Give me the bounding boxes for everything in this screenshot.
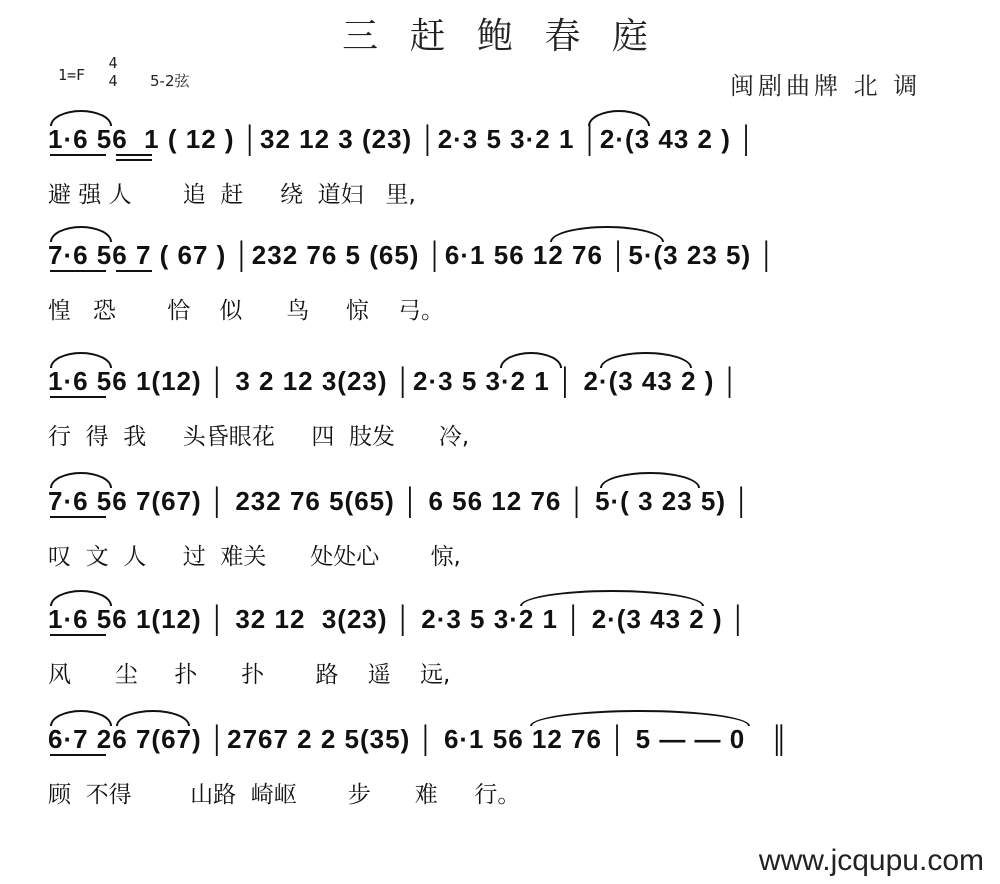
slur-mark bbox=[500, 352, 562, 368]
slur-mark bbox=[50, 472, 112, 488]
lyrics-line: 顾 不得 山路 崎岖 步 难 行。 bbox=[48, 782, 521, 808]
lyrics-line: 惶 恐 恰 似 鸟 惊 弓。 bbox=[48, 298, 445, 324]
slur-mark bbox=[520, 590, 704, 606]
notation-line: 1·6 56 1 ( 12 ) │32 12 3 (23) │2·3 5 3·2 1 │2·(3 43 2 ) │ bbox=[48, 124, 757, 154]
beam-line bbox=[50, 634, 106, 636]
string-tuning: 5-2弦 bbox=[150, 72, 190, 90]
notation-line: 6·7 26 7(67) │2767 2 2 5(35) │ 6·1 56 12 76 │ 5 — — 0 ║ bbox=[48, 724, 790, 754]
beam-line bbox=[116, 154, 152, 156]
notation-line: 7·6 56 7 ( 67 ) │232 76 5 (65) │6·1 56 12 76 │5·(3 23 5) │ bbox=[48, 240, 777, 270]
slur-mark bbox=[530, 710, 750, 726]
time-numerator: 4 bbox=[108, 54, 118, 72]
beam-line bbox=[50, 154, 106, 156]
beam-line bbox=[50, 270, 106, 272]
beam-line bbox=[116, 270, 152, 272]
notation-line: 1·6 56 1(12) │ 32 12 3(23) │ 2·3 5 3·2 1 │ 2·(3 43 2 ) │ bbox=[48, 604, 749, 634]
slur-mark bbox=[50, 110, 112, 126]
notation-line: 1·6 56 1(12) │ 3 2 12 3(23) │2·3 5 3·2 1 │ 2·(3 43 2 ) │ bbox=[48, 366, 740, 396]
site-watermark: www.jcqupu.com bbox=[758, 844, 984, 877]
lyrics-line: 行 得 我 头昏眼花 四 肢发 冷, bbox=[48, 424, 470, 450]
beam-line bbox=[116, 159, 152, 161]
lyrics-line: 避 强 人 追 赶 绕 道妇 里, bbox=[48, 182, 416, 208]
genre-label: 闽剧曲牌 北 调 bbox=[730, 72, 922, 100]
key-signature: 1=F bbox=[58, 66, 86, 84]
lyrics-line: 风 尘 扑 扑 路 遥 远, bbox=[48, 662, 451, 688]
time-signature bbox=[105, 54, 121, 90]
slur-mark bbox=[50, 226, 112, 242]
slur-mark bbox=[116, 710, 190, 726]
time-denominator: 4 bbox=[108, 72, 118, 90]
slur-mark bbox=[600, 472, 700, 488]
slur-mark bbox=[50, 352, 112, 368]
beam-line bbox=[50, 516, 106, 518]
beam-line bbox=[50, 396, 106, 398]
slur-mark bbox=[50, 590, 112, 606]
slur-mark bbox=[588, 110, 650, 126]
song-title: 三 赶 鲍 春 庭 bbox=[342, 16, 658, 57]
slur-mark bbox=[600, 352, 692, 368]
notation-line: 7·6 56 7(67) │ 232 76 5(65) │ 6 56 12 76 │ 5·( 3 23 5) │ bbox=[48, 486, 752, 516]
beam-line bbox=[50, 754, 106, 756]
slur-mark bbox=[50, 710, 112, 726]
lyrics-line: 叹 文 人 过 难关 处处心 惊, bbox=[48, 544, 461, 570]
slur-mark bbox=[550, 226, 664, 242]
